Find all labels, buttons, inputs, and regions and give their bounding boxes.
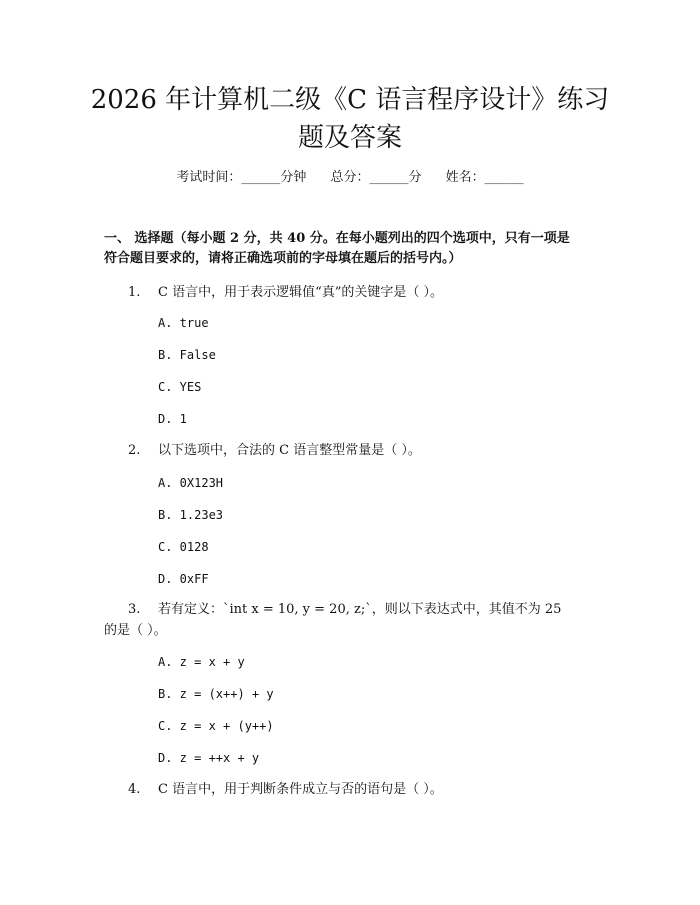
question-1-option-d: D. 1: [158, 412, 187, 426]
exam-time-field: 考试时间：______分钟: [176, 170, 307, 185]
question-3-text-line-2: 的是（ ）。: [104, 623, 167, 638]
document-title-line-1: 2026 年计算机二级《C 语言程序设计》练习: [90, 85, 610, 115]
question-text: C 语言中，用于判断条件成立与否的语句是（ ）。: [158, 782, 443, 797]
question-number: 4.: [128, 782, 141, 797]
question-1-option-c: C. YES: [158, 380, 202, 394]
exam-info: [0, 168, 700, 188]
question-3: [128, 600, 561, 620]
question-text: C 语言中，用于表示逻辑值“真”的关键字是（ ）。: [158, 285, 444, 300]
question-number: 2.: [128, 443, 141, 458]
question-4: [128, 780, 443, 800]
question-3-option-b: B. z = (x++) + y: [158, 687, 274, 701]
question-3-option-d: D. z = ++x + y: [158, 751, 260, 765]
question-1-option-b: B. False: [158, 348, 216, 362]
total-score-field: 总分：______分: [330, 170, 422, 185]
section-heading-line-2: 符合题目要求的，请将正确选项前的字母填在题后的括号内。）: [104, 251, 462, 266]
question-2-option-c: C. 0128: [158, 540, 209, 554]
question-number: 1.: [128, 285, 141, 300]
question-2-option-b: B. 1.23e3: [158, 508, 224, 522]
question-number: 3.: [128, 602, 141, 617]
question-3-option-a: A. z = x + y: [158, 655, 245, 669]
section-heading-line-1: 一、 选择题（每小题 2 分，共 40 分。在每小题列出的四个选项中，只有一项是: [104, 231, 570, 246]
question-3-option-c: C. z = x + (y++): [158, 719, 274, 733]
question-1: [128, 283, 443, 303]
question-2: [128, 441, 421, 461]
question-text-line-1: 若有定义：`int x = 10, y = 20, z;`，则以下表达式中，其值不为 25: [158, 602, 562, 617]
question-1-option-a: A. true: [158, 316, 209, 330]
question-text: 以下选项中，合法的 C 语言整型常量是（ ）。: [158, 443, 421, 458]
name-field: 姓名：______: [445, 170, 524, 185]
document-title-line-2: 题及答案: [297, 123, 402, 153]
question-2-option-a: A. 0X123H: [158, 476, 224, 490]
question-2-option-d: D. 0xFF: [158, 572, 209, 586]
